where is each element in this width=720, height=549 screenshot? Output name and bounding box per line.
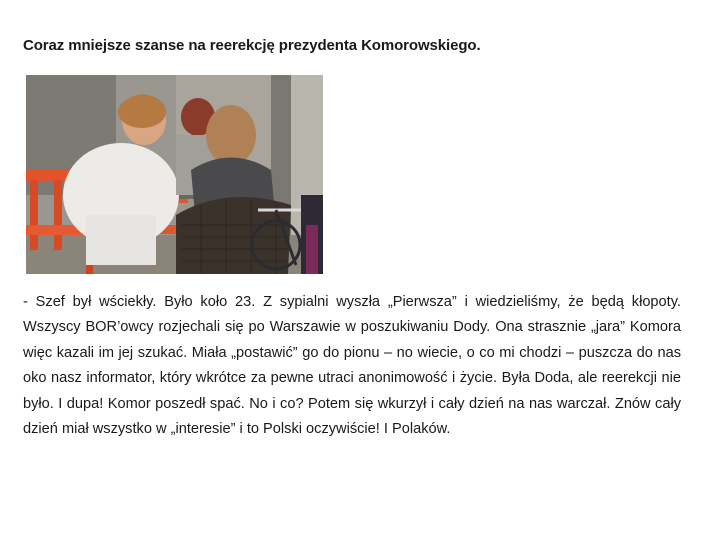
article-headline: Coraz mniejsze szanse na reerekcję prezydenta Komorowskiego.: [23, 37, 481, 54]
article-body: - Szef był wściekły. Było koło 23. Z sypialni wyszła „Pierwsza” i wiedzieliśmy, że będą kłopoty. Wszyscy BOR’owcy rozjechali się po Warszawie w poszukiwaniu Dody. Ona strasznie „jara” Komora więc kazali im jej szukać. Miała „postawić” go do pionu – no wiecie, o co mi chodzi – puszcza do nas oko nasz informator, który wkrótce za pewne utraci anonimowość i życie. Była Doda, ale reerekcji nie było. I dupa! Komor poszedł spać. No i co? Potem się wkurzył i cały dzień na nas warczał. Znów cały dzień miał wszystko w „interesie” i to Polski oczywiście! I Polaków.: [23, 294, 681, 438]
article-photo: [26, 75, 323, 274]
